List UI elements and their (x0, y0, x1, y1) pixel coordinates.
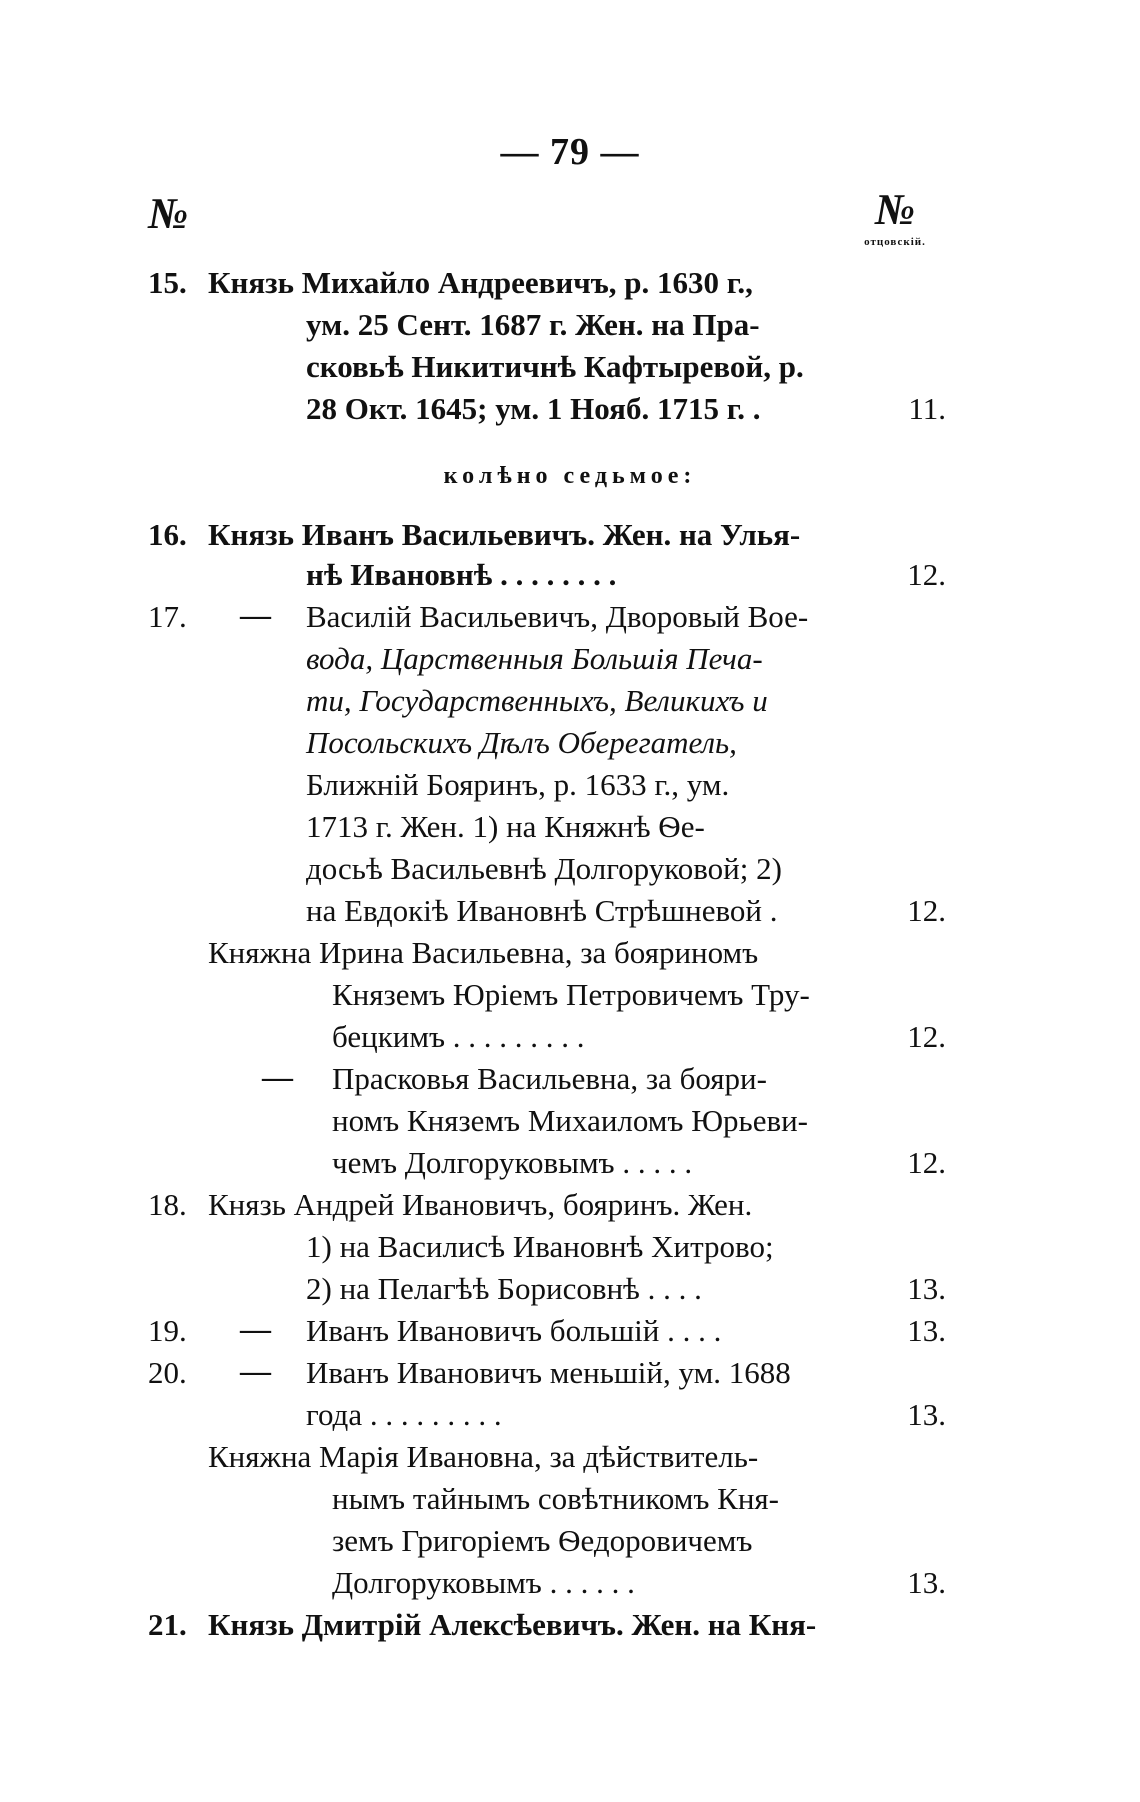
entry-line: ум. 25 Сент. 1687 г. Жен. на Пра- (306, 307, 760, 342)
entry-line: нымъ тайнымъ совѣтникомъ Кня- (332, 1481, 780, 1516)
entry-line: года . . . . . . . . . (306, 1397, 502, 1432)
entry-line: вода, Царственныя Большія Печа- (306, 641, 763, 676)
ditto-dash: — (240, 1311, 271, 1346)
entry-line: Посольскихъ Дѣлъ Оберегатель, (306, 725, 737, 760)
entry-number: 17. (148, 599, 187, 634)
father-reference: 12. (907, 1019, 946, 1054)
father-reference: 13. (907, 1313, 946, 1348)
father-number-column-header: № (874, 185, 916, 234)
entry-line: Иванъ Ивановичъ большій . . . . (306, 1313, 722, 1348)
ditto-dash: — (240, 1353, 271, 1388)
father-number-column-caption: отцовскій. (864, 236, 926, 248)
entry-line: Князь Андрей Ивановичъ, бояринъ. Жен. (208, 1187, 753, 1222)
entry-line: Княжна Ирина Васильевна, за бояриномъ (208, 935, 759, 970)
father-reference: 13. (907, 1271, 946, 1306)
entry-line: Княжна Марія Ивановна, за дѣйствитель- (208, 1439, 759, 1474)
entry-line: Князь Иванъ Васильевичъ. Жен. на Улья- (208, 517, 801, 552)
entry-line: бецкимъ . . . . . . . . . (332, 1019, 585, 1054)
entry-line: Долгоруковымъ . . . . . . (332, 1565, 635, 1600)
father-reference: 12. (907, 893, 946, 928)
entry-line: Ближній Бояринъ, р. 1633 г., ум. (306, 767, 730, 802)
entry-line: чемъ Долгоруковымъ . . . . . (332, 1145, 693, 1180)
ditto-dash: — (262, 1059, 293, 1094)
entry-line: Иванъ Ивановичъ меньшій, ум. 1688 (306, 1355, 791, 1390)
ditto-dash: — (240, 597, 271, 632)
entry-line: Княземъ Юріемъ Петровичемъ Тру- (332, 977, 810, 1012)
father-reference: 11. (908, 391, 946, 426)
entry-line: Василій Васильевичъ, Дворовый Вое- (306, 599, 809, 634)
father-reference: 12. (907, 1145, 946, 1180)
entry-line: сковьѣ Никитичнѣ Кафтыревой, р. (306, 349, 804, 384)
entry-line: 28 Окт. 1645; ум. 1 Нояб. 1715 г. . (306, 391, 761, 426)
entry-line: Князь Дмитрій Алексѣевичъ. Жен. на Кня- (208, 1607, 817, 1642)
entry-number: 21. (148, 1607, 187, 1642)
entry-line: ти, Государственныхъ, Великихъ и (306, 683, 768, 718)
entry-line: досьѣ Васильевнѣ Долгоруковой; 2) (306, 851, 782, 886)
entry-line: Прасковья Васильевна, за бояри- (332, 1061, 767, 1096)
entry-line: номъ Княземъ Михаиломъ Юрьеви- (332, 1103, 809, 1138)
entry-line: 2) на Пелагѣѣ Борисовнѣ . . . . (306, 1271, 702, 1306)
father-reference: 12. (907, 557, 946, 592)
entry-line: на Евдокіѣ Ивановнѣ Стрѣшневой . (306, 893, 778, 928)
page-number: — 79 — (500, 131, 640, 173)
father-reference: 13. (907, 1565, 946, 1600)
entry-number: 15. (148, 265, 187, 300)
entry-number: 16. (148, 517, 187, 552)
father-reference: 13. (907, 1397, 946, 1432)
entry-line: нѣ Ивановнѣ . . . . . . . . (306, 557, 617, 592)
entry-line: Князь Михайло Андреевичъ, р. 1630 г., (208, 265, 753, 300)
entry-line: 1) на Василисѣ Ивановнѣ Хитрово; (306, 1229, 774, 1264)
entry-number: 20. (148, 1355, 187, 1390)
number-column-header: № (148, 189, 189, 238)
entry-line: земъ Григоріемъ Ѳедоровичемъ (332, 1523, 753, 1558)
entry-line: 1713 г. Жен. 1) на Княжнѣ Ѳе- (306, 809, 705, 844)
section-heading: колѣно седьмое: (443, 463, 697, 489)
entry-number: 18. (148, 1187, 187, 1222)
entry-number: 19. (148, 1313, 187, 1348)
